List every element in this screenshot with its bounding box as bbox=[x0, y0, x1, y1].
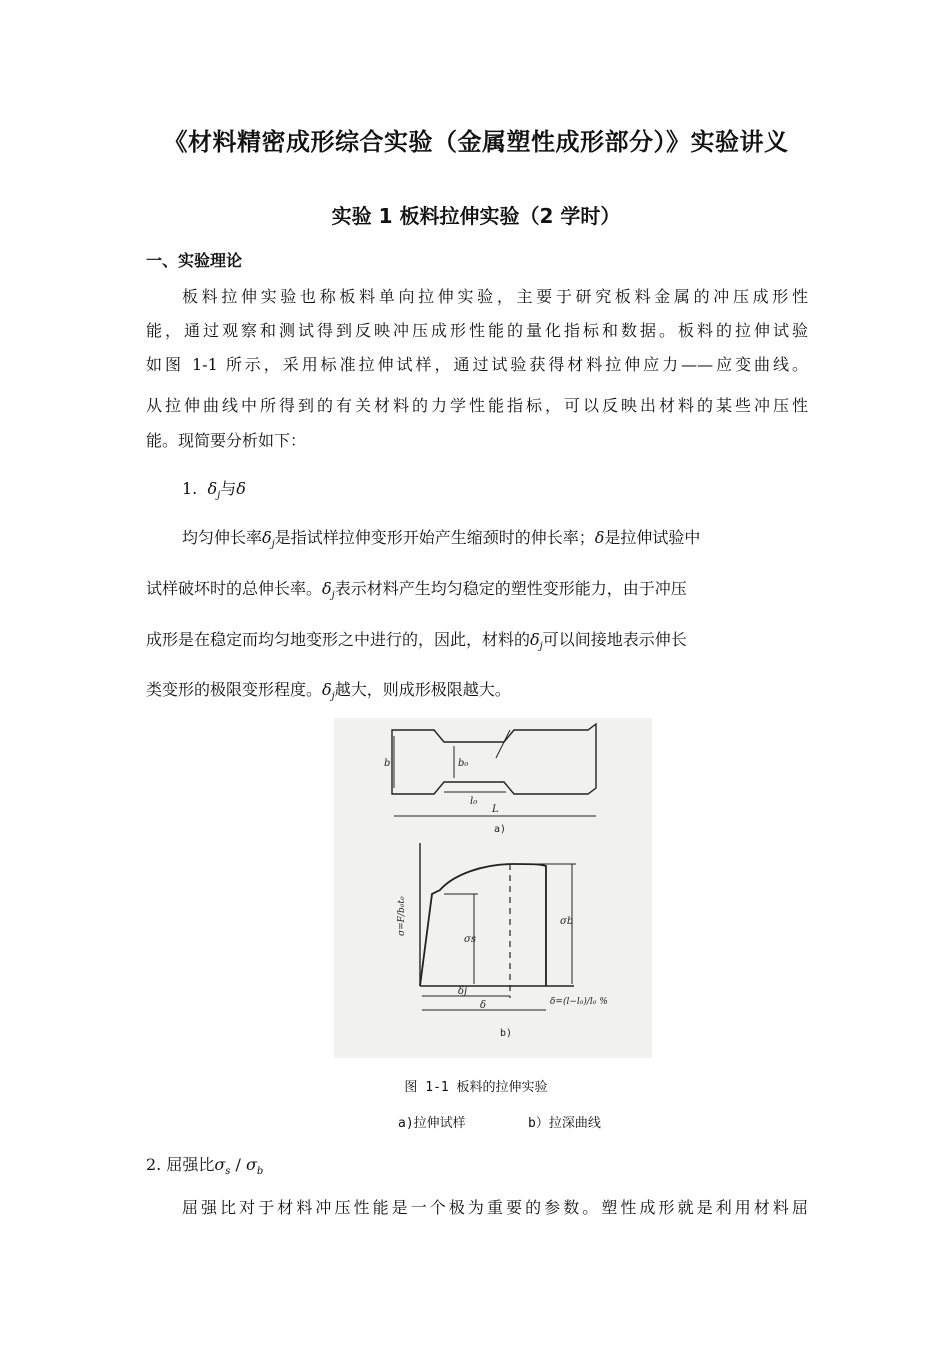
y-axis-label: σ=F/b₀t₀ bbox=[397, 896, 407, 936]
leader-line bbox=[496, 730, 510, 758]
subscript: b bbox=[256, 1166, 264, 1177]
delta-symbol: δ bbox=[322, 680, 332, 699]
text-run: 2. 屈强比 bbox=[146, 1155, 215, 1174]
delta-symbol: δ bbox=[207, 479, 218, 498]
text-run: 可以间接地表示伸长 bbox=[542, 630, 687, 649]
text-run: 成形是在稳定而均匀地变形之中进行的，因此，材料的 bbox=[146, 630, 531, 649]
paragraph-line bbox=[146, 579, 808, 606]
subscript: j bbox=[331, 691, 335, 702]
paragraph-line: 屈强比对于材料冲压性能是一个极为重要的参数。塑性成形就是利用材料屈 bbox=[182, 1198, 808, 1217]
figure-caption: 图 1-1 板料的拉伸实验 bbox=[404, 1080, 548, 1095]
paragraph-line: 能。现简要分析如下： bbox=[146, 431, 307, 450]
stress-strain-curve bbox=[420, 864, 546, 986]
delta-j-label: δj bbox=[458, 986, 468, 997]
paragraph-line: 能，通过观察和测试得到反映冲压成形性能的量化指标和数据。板料的拉伸试验 bbox=[146, 321, 808, 340]
text-run: 试样破坏时的总伸长率。 bbox=[146, 579, 323, 598]
text-run: 是拉伸试验中 bbox=[604, 528, 701, 547]
subfigure-a-label: a) bbox=[494, 824, 507, 835]
delta-symbol: δ bbox=[236, 479, 246, 498]
delta-symbol: δ bbox=[322, 579, 332, 598]
delta-symbol: δ bbox=[262, 528, 272, 547]
page-title: 《材料精密成形综合实验（金属塑性成形部分）》实验讲义 bbox=[163, 128, 789, 156]
figure-drawing bbox=[334, 718, 652, 1058]
dim-l0-label: l₀ bbox=[470, 796, 478, 807]
sigma-symbol: σ bbox=[245, 1155, 257, 1174]
slash: / bbox=[230, 1155, 246, 1174]
subcaption-a: a)拉伸试样 bbox=[398, 1116, 466, 1131]
delta-symbol: δ bbox=[530, 630, 540, 649]
tensile-test-figure bbox=[334, 718, 652, 1058]
text-run: 越大，则成形极限越大。 bbox=[334, 680, 511, 699]
subcaption-b: b）拉深曲线 bbox=[528, 1116, 601, 1131]
sigma-symbol: σ bbox=[214, 1155, 226, 1174]
text-run: 均匀伸长率 bbox=[182, 528, 263, 547]
dim-b-label: b bbox=[384, 758, 391, 769]
paragraph-line bbox=[146, 680, 808, 707]
delta-label: δ bbox=[480, 1000, 487, 1011]
subscript: j bbox=[217, 490, 221, 501]
text-run: 表示材料产生均匀稳定的塑性变形能力，由于冲压 bbox=[334, 579, 687, 598]
sigma-b-label: σb bbox=[560, 916, 574, 927]
connector-text: 与 bbox=[220, 479, 237, 498]
specimen-outline bbox=[392, 724, 596, 794]
paragraph-line bbox=[146, 630, 808, 657]
paragraph-line: 从拉伸曲线中所得到的有关材料的力学性能指标，可以反映出材料的某些冲压性 bbox=[146, 396, 808, 415]
delta-symbol: δ bbox=[594, 528, 605, 547]
dim-b0-label: b₀ bbox=[458, 758, 469, 769]
text-run: 类变形的极限变形程度。 bbox=[146, 680, 323, 699]
text-run: 是指试样拉伸变形开始产生缩颈时的伸长率； bbox=[274, 528, 595, 547]
dim-L-label: L bbox=[492, 804, 499, 815]
subscript: j bbox=[539, 641, 543, 652]
paragraph-line: 板料拉伸实验也称板料单向拉伸实验，主要于研究板料金属的冲压成形性 bbox=[182, 287, 808, 306]
sigma-s-label: σs bbox=[464, 934, 476, 945]
subscript: j bbox=[271, 539, 275, 550]
subfigure-b-label: b) bbox=[500, 1028, 513, 1039]
paragraph-line bbox=[182, 528, 808, 555]
subscript: s bbox=[225, 1166, 231, 1177]
item2-heading bbox=[146, 1155, 808, 1182]
paragraph-line: 如图 1-1 所示，采用标准拉伸试样，通过试验获得材料拉伸应力——应变曲线。 bbox=[146, 355, 808, 374]
x-axis-label: δ=(l−l₀)/l₀ % bbox=[550, 997, 608, 1007]
experiment-title: 实验 1 板料拉伸实验（2 学时） bbox=[331, 204, 621, 228]
subscript: j bbox=[331, 590, 335, 601]
item1-heading bbox=[182, 479, 808, 506]
item-number: 1. bbox=[182, 479, 198, 498]
section-heading: 一、实验理论 bbox=[146, 251, 243, 270]
